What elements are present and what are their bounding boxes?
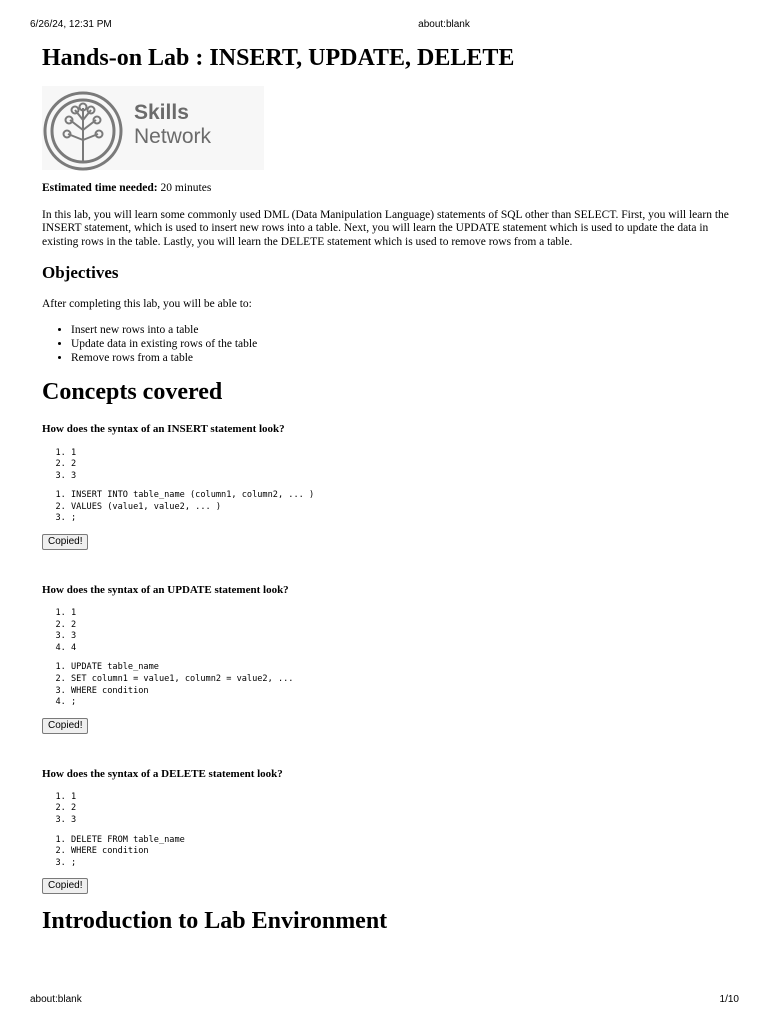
code-line: 1. UPDATE table_name bbox=[71, 662, 732, 674]
delete-code-block bbox=[42, 835, 732, 870]
print-url: about:blank bbox=[418, 19, 470, 30]
print-datetime: 6/26/24, 12:31 PM bbox=[30, 19, 112, 30]
code-line: 2. VALUES (value1, value2, ... ) bbox=[71, 502, 732, 514]
code-line: 1. DELETE FROM table_name bbox=[71, 835, 732, 847]
line-number: 1. 1 bbox=[71, 608, 732, 620]
code-line: 2. WHERE condition bbox=[71, 846, 732, 858]
page-number: 1/10 bbox=[719, 994, 739, 1005]
intro-paragraph: In this lab, you will learn some commonly used DML (Data Manipulation Language) statements of SQL other than SELECT. First, you will learn the INSERT statement, which is used to insert new rows into a table. Next, you will learn the UPDATE statement which is used to update the data in existing rows in the table. Lastly, you will learn the DELETE statement which is used to remove rows from a table. bbox=[42, 208, 729, 248]
code-line: 4. ; bbox=[71, 697, 732, 709]
delete-question: How does the syntax of a DELETE statement look? bbox=[42, 767, 283, 780]
objectives-list bbox=[42, 323, 732, 365]
insert-code-block bbox=[42, 490, 732, 525]
concepts-heading: Concepts covered bbox=[42, 378, 223, 405]
logo-text-network: Network bbox=[134, 125, 212, 148]
objective-item: • Insert new rows into a table bbox=[71, 323, 732, 337]
estimated-time-value: 20 minutes bbox=[160, 182, 212, 194]
estimated-time bbox=[42, 182, 732, 196]
document-body bbox=[42, 40, 732, 935]
code-line: 1. INSERT INTO table_name (column1, column2, ... ) bbox=[71, 490, 732, 502]
line-number: 1. 1 bbox=[71, 792, 732, 804]
line-number: 3. 3 bbox=[71, 471, 732, 483]
line-number: 3. 3 bbox=[71, 631, 732, 643]
insert-line-numbers bbox=[42, 448, 732, 483]
line-number: 4. 4 bbox=[71, 643, 732, 655]
line-number: 1. 1 bbox=[71, 448, 732, 460]
delete-copy-button[interactable]: Copied! bbox=[42, 878, 88, 894]
skills-network-logo bbox=[42, 86, 264, 170]
line-number: 2. 2 bbox=[71, 803, 732, 815]
insert-copy-button[interactable]: Copied! bbox=[42, 534, 88, 550]
update-copy-button[interactable]: Copied! bbox=[42, 718, 88, 734]
footer-url: about:blank bbox=[30, 994, 82, 1005]
page-title: Hands-on Lab : INSERT, UPDATE, DELETE bbox=[42, 45, 515, 71]
insert-question: How does the syntax of an INSERT statement look? bbox=[42, 422, 285, 435]
update-code-block bbox=[42, 662, 732, 708]
objectives-heading: Objectives bbox=[42, 263, 119, 282]
code-line: 3. ; bbox=[71, 513, 732, 525]
code-line: 3. ; bbox=[71, 858, 732, 870]
code-line: 3. WHERE condition bbox=[71, 686, 732, 698]
line-number: 3. 3 bbox=[71, 815, 732, 827]
objective-item: • Remove rows from a table bbox=[71, 351, 732, 365]
code-line: 2. SET column1 = value1, column2 = value2, ... bbox=[71, 674, 732, 686]
logo-text-skills: Skills bbox=[134, 101, 189, 124]
tree-logo-icon bbox=[42, 90, 124, 172]
update-question: How does the syntax of an UPDATE statement look? bbox=[42, 584, 289, 597]
lab-environment-heading: Introduction to Lab Environment bbox=[42, 908, 388, 935]
objective-item: • Update data in existing rows of the table bbox=[71, 337, 732, 351]
update-line-numbers bbox=[42, 608, 732, 654]
line-number: 2. 2 bbox=[71, 620, 732, 632]
line-number: 2. 2 bbox=[71, 459, 732, 471]
estimated-time-label: Estimated time needed: bbox=[42, 182, 158, 194]
delete-line-numbers bbox=[42, 792, 732, 827]
objectives-lead: After completing this lab, you will be able to: bbox=[42, 298, 252, 310]
